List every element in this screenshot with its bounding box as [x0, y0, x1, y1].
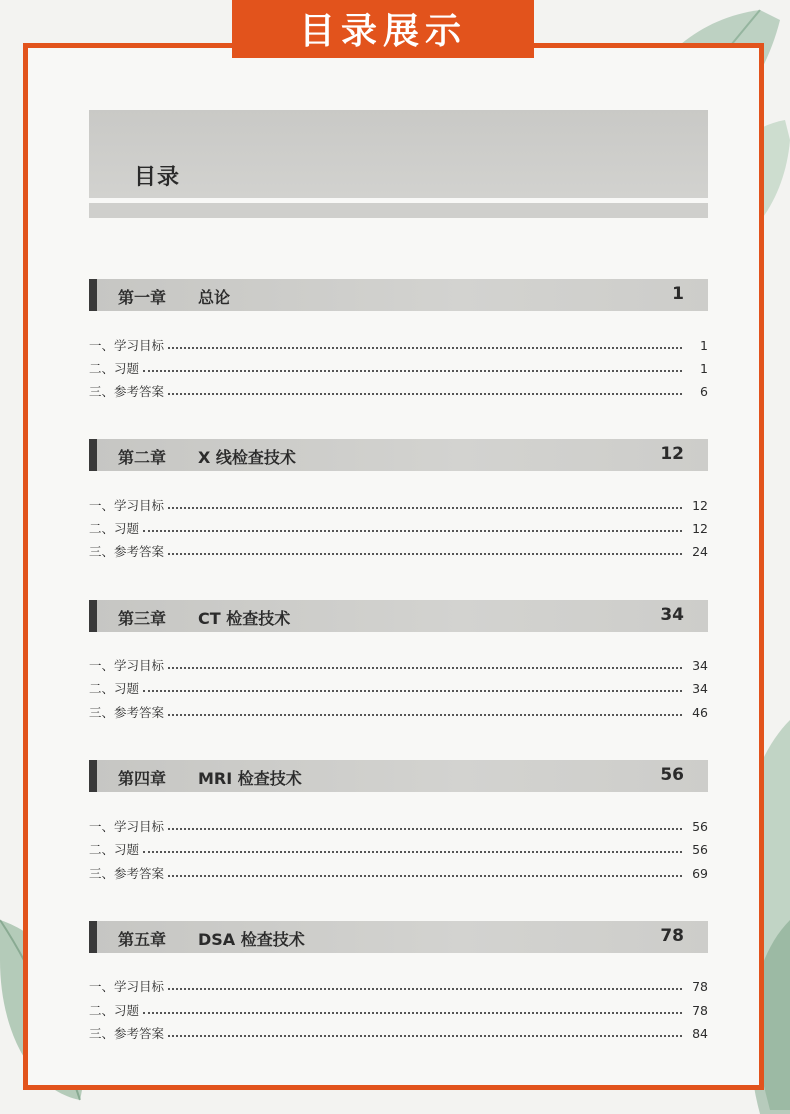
- toc-entry-label: 二、习题: [89, 1003, 140, 1018]
- toc-header-block: [89, 110, 708, 198]
- toc-entry-label: 三、参考答案: [89, 1026, 165, 1041]
- toc-entry-page: 34: [692, 680, 708, 696]
- toc-entry-page: 78: [692, 978, 708, 994]
- leader-dots: [168, 347, 682, 349]
- leader-dots: [168, 393, 682, 395]
- chapter-marker: [89, 760, 97, 792]
- toc-entry[interactable]: [89, 839, 708, 859]
- chapter-marker: [89, 600, 97, 632]
- chapter-page: 56: [660, 765, 684, 785]
- toc-entry-label: 三、参考答案: [89, 705, 165, 720]
- chapter-heading[interactable]: [89, 921, 708, 953]
- chapter-page: 12: [660, 444, 684, 464]
- chapter-name: DSA 检查技术: [198, 930, 305, 949]
- leader-dots: [143, 851, 682, 853]
- leader-dots: [168, 1035, 682, 1037]
- toc-entry-label: 二、习题: [89, 361, 140, 376]
- leader-dots: [143, 530, 682, 532]
- toc-entry[interactable]: [89, 678, 708, 698]
- toc-entry-label: 一、学习目标: [89, 979, 165, 994]
- toc-entry[interactable]: [89, 816, 708, 836]
- chapter-heading[interactable]: [89, 279, 708, 311]
- toc-header-strip: [89, 203, 708, 218]
- toc-entry-page: 84: [692, 1025, 708, 1041]
- toc-entry[interactable]: [89, 541, 708, 561]
- leader-dots: [168, 875, 682, 877]
- leader-dots: [143, 1012, 682, 1014]
- chapter-marker: [89, 921, 97, 953]
- chapter-name: MRI 检查技术: [198, 769, 302, 788]
- chapter-page: 1: [672, 284, 684, 304]
- toc-entry-page: 1: [700, 360, 708, 376]
- toc-entry-label: 一、学习目标: [89, 498, 165, 513]
- leader-dots: [168, 553, 682, 555]
- toc-entry-page: 46: [692, 704, 708, 720]
- chapter-heading[interactable]: [89, 760, 708, 792]
- toc-entry-label: 三、参考答案: [89, 544, 165, 559]
- toc-entry[interactable]: [89, 655, 708, 675]
- leader-dots: [143, 690, 682, 692]
- chapter-name: 总论: [198, 288, 231, 307]
- toc-entry-page: 34: [692, 657, 708, 673]
- chapter-page: 78: [660, 926, 684, 946]
- toc-entry-label: 三、参考答案: [89, 384, 165, 399]
- toc-title: 目录: [134, 165, 181, 190]
- chapter-name: CT 检查技术: [198, 609, 291, 628]
- toc-entry[interactable]: [89, 495, 708, 515]
- toc-entry[interactable]: [89, 518, 708, 538]
- chapter-number: 第四章: [118, 769, 167, 788]
- leader-dots: [143, 370, 682, 372]
- toc-entry-page: 69: [692, 865, 708, 881]
- toc-entry-page: 56: [692, 818, 708, 834]
- toc-entry-label: 三、参考答案: [89, 866, 165, 881]
- toc-entry[interactable]: [89, 976, 708, 996]
- chapter-heading[interactable]: [89, 439, 708, 471]
- toc-entry-page: 56: [692, 841, 708, 857]
- chapter-heading[interactable]: [89, 600, 708, 632]
- leader-dots: [168, 828, 682, 830]
- toc-entry-label: 一、学习目标: [89, 338, 165, 353]
- toc-entry[interactable]: [89, 381, 708, 401]
- toc-entry-page: 12: [692, 520, 708, 536]
- toc-entry-label: 二、习题: [89, 521, 140, 536]
- chapter-number: 第三章: [118, 609, 167, 628]
- leader-dots: [168, 988, 682, 990]
- leader-dots: [168, 507, 682, 509]
- toc-entry[interactable]: [89, 1023, 708, 1043]
- toc-entry-label: 二、习题: [89, 842, 140, 857]
- chapter-marker: [89, 279, 97, 311]
- toc-entry-page: 78: [692, 1002, 708, 1018]
- toc-entry-page: 12: [692, 497, 708, 513]
- toc-entry[interactable]: [89, 702, 708, 722]
- toc-entry[interactable]: [89, 863, 708, 883]
- chapter-number: 第二章: [118, 448, 167, 467]
- toc-entry-label: 一、学习目标: [89, 819, 165, 834]
- leader-dots: [168, 714, 682, 716]
- banner-title: 目录展示: [232, 0, 534, 58]
- chapter-marker: [89, 439, 97, 471]
- leader-dots: [168, 667, 682, 669]
- toc-entry[interactable]: [89, 1000, 708, 1020]
- toc-entry-page: 1: [700, 337, 708, 353]
- toc-entry-page: 6: [700, 383, 708, 399]
- toc-entry-page: 24: [692, 543, 708, 559]
- toc-entry[interactable]: [89, 335, 708, 355]
- chapter-number: 第一章: [118, 288, 167, 307]
- chapter-number: 第五章: [118, 930, 167, 949]
- chapter-page: 34: [660, 605, 684, 625]
- toc-entry[interactable]: [89, 358, 708, 378]
- chapter-name: X 线检查技术: [198, 448, 296, 467]
- toc-entry-label: 一、学习目标: [89, 658, 165, 673]
- toc-entry-label: 二、习题: [89, 681, 140, 696]
